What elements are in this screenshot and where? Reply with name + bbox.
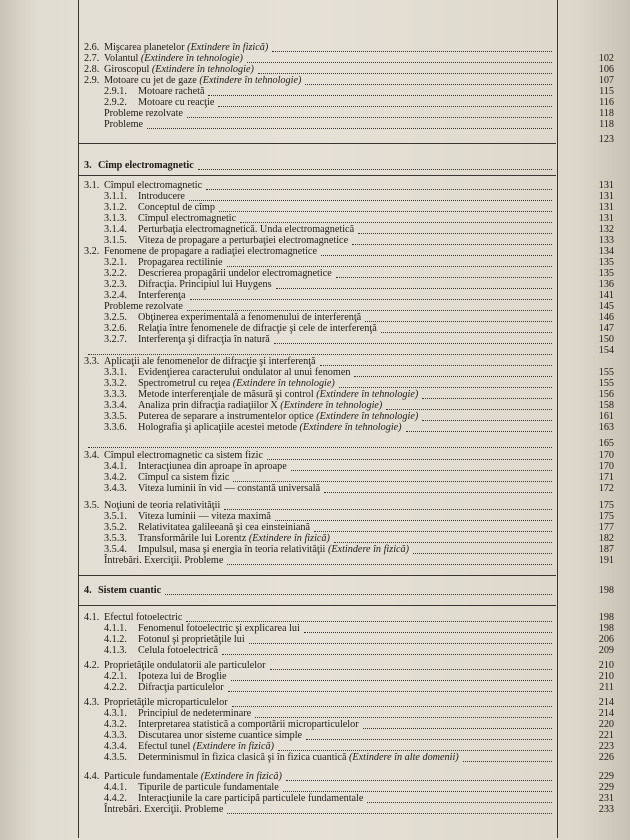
toc-dot-leader (88, 143, 552, 144)
toc-entry-number: 4.3.1. (104, 708, 127, 719)
toc-dot-leader (267, 459, 552, 460)
toc-entry-title: Viteza de propagare a perturbaţiei electromagnetice (138, 235, 349, 246)
toc-page-number: 131 (598, 191, 614, 202)
toc-entry-title: Cîmp electromagnetic (98, 160, 194, 171)
toc-page-number: 170 (598, 461, 614, 472)
toc-dot-leader (227, 266, 552, 267)
toc-dot-leader (147, 128, 552, 129)
toc-page-number: 156 (598, 389, 614, 400)
toc-dot-leader (227, 564, 552, 565)
toc-entry-extension-note: (Extindere în fizică) (187, 42, 269, 53)
toc-dot-leader (381, 332, 552, 333)
toc-entry-number: 3. (84, 160, 92, 171)
toc-entry-title: Ipoteza lui de Broglie (138, 671, 227, 682)
toc-dot-leader (165, 594, 552, 595)
toc-dot-leader (231, 680, 552, 681)
toc-page-number: 191 (598, 555, 614, 566)
toc-page-number: 198 (598, 585, 614, 596)
toc-page-number: 141 (598, 290, 614, 301)
toc-entry-title: Probleme (104, 119, 144, 130)
toc-entry-title: Proprietăţile ondulatorii ale particulelor (104, 660, 266, 671)
toc-page-number: 161 (598, 411, 614, 422)
toc-page-number: 220 (598, 719, 614, 730)
toc-entry-title: Principiul de nedeterminare (138, 708, 252, 719)
toc-page-number: 131 (598, 213, 614, 224)
toc-entry-number: 3.2.6. (104, 323, 127, 334)
toc-entry-number: 4.4.2. (104, 793, 127, 804)
toc-entry (104, 682, 224, 694)
toc-entry-number: 4.2.2. (104, 682, 127, 693)
toc-page-number: 102 (598, 53, 614, 64)
toc-dot-leader (336, 277, 552, 278)
toc-entry-title: Introducere (138, 191, 185, 202)
toc-dot-leader (352, 244, 552, 245)
toc-entry-title: Giroscopul (104, 64, 150, 75)
toc-entry-number: 3.1.3. (104, 213, 127, 224)
toc-dot-leader (88, 447, 552, 448)
toc-dot-leader (422, 420, 552, 421)
toc-entry-title: Interpretarea statistică a comportării microparticulelor (138, 719, 359, 730)
toc-dot-leader (190, 299, 552, 300)
toc-dot-leader (274, 343, 552, 344)
toc-entry-extension-note: (Extindere în fizică) (248, 533, 330, 544)
toc-entry-number: 3.3.4. (104, 400, 127, 411)
toc-entry-extension-note: (Extindere în fizică) (200, 771, 282, 782)
toc-entry-title: Obţinerea experimentală a fenomenului de interferenţă (138, 312, 362, 323)
toc-page-number: 231 (598, 793, 614, 804)
toc-page-number: 163 (598, 422, 614, 433)
toc-dot-leader (240, 222, 552, 223)
toc-entry-number: 4. (84, 585, 92, 596)
toc-entry-title: Cîmpul ca sistem fizic (138, 472, 230, 483)
toc-entry-number: 3.1. (84, 180, 100, 191)
toc-entry-number: 2.6. (84, 42, 100, 53)
toc-entry-title: Difracţia particulelor (138, 682, 224, 693)
toc-entry-number: 4.1.2. (104, 634, 127, 645)
toc-entry-title: Descrierea propagării undelor electromagnetice (138, 268, 332, 279)
toc-entry-number: 3.2. (84, 246, 100, 257)
toc-entry-number: 2.9.2. (104, 97, 127, 108)
toc-dot-leader (363, 728, 552, 729)
toc-dot-leader (321, 255, 552, 256)
toc-entry-title: Impulsul, masa şi energia în teoria relativităţii (138, 544, 326, 555)
toc-dot-leader (249, 643, 552, 644)
toc-page-number: 214 (598, 708, 614, 719)
toc-entry-number: 3.5.3. (104, 533, 127, 544)
toc-entry-title: Celula fotoelectrică (138, 645, 219, 656)
toc-entry-number: 3.5.1. (104, 511, 127, 522)
toc-entry-title: Interacţiunile la care participă particulele fundamentale (138, 793, 364, 804)
toc-dot-leader (270, 669, 552, 670)
toc-entry-number: 4.1.3. (104, 645, 127, 656)
toc-dot-leader (422, 398, 552, 399)
toc-entry-number: 4.4. (84, 771, 100, 782)
toc-dot-leader (228, 691, 552, 692)
toc-page-number: 134 (598, 246, 614, 257)
toc-page-number: 171 (598, 472, 614, 483)
toc-dot-leader (258, 73, 552, 74)
toc-entry-number: 4.3.5. (104, 752, 127, 763)
toc-dot-leader (291, 470, 552, 471)
toc-entry-title: Efectul tunel (138, 741, 191, 752)
toc-page-number: 146 (598, 312, 614, 323)
toc-entry-title: Sistem cuantic (98, 585, 162, 596)
toc-page-number: 106 (598, 64, 614, 75)
toc-dot-leader (367, 802, 552, 803)
toc-entry-number: 3.3.6. (104, 422, 127, 433)
toc-entry (104, 334, 270, 346)
toc-dot-leader (306, 739, 552, 740)
toc-dot-leader (354, 376, 552, 377)
toc-entry-number: 3.5.4. (104, 544, 127, 555)
toc-dot-leader (324, 492, 552, 493)
toc-entry-title: Perturbaţia electromagnetică. Unda electromagnetică (138, 224, 355, 235)
toc-entry (104, 804, 223, 816)
toc-dot-leader (189, 200, 552, 201)
toc-entry (84, 160, 194, 172)
toc-dot-leader (186, 621, 552, 622)
toc-page-number: 115 (599, 86, 614, 97)
toc-entry-title: Analiza prin difracţia radiaţiilor X (138, 400, 278, 411)
toc-entry-extension-note: (Extindere în tehnologie) (151, 64, 254, 75)
toc-page-number: 233 (598, 804, 614, 815)
toc-entry-number: 3.3. (84, 356, 100, 367)
toc-dot-leader (232, 706, 552, 707)
toc-entry-number: 3.1.2. (104, 202, 127, 213)
toc-page-number: 155 (598, 367, 614, 378)
toc-entry-title: Conceptul de cîmp (138, 202, 215, 213)
toc-entry-title: Propagarea rectilinie (138, 257, 223, 268)
toc-entry-extension-note: (Extindere în tehnologie) (316, 389, 419, 400)
toc-page-number: 229 (598, 782, 614, 793)
toc-dot-leader (275, 520, 552, 521)
toc-entry-number: 3.1.1. (104, 191, 127, 202)
toc-entry-title: Motoare cu jet de gaze (104, 75, 197, 86)
toc-entry-number: 3.5. (84, 500, 100, 511)
toc-dot-leader (358, 233, 552, 234)
toc-page-number: 223 (598, 741, 614, 752)
toc-page-number: 132 (598, 224, 614, 235)
toc-page-number: 165 (598, 438, 614, 449)
toc-dot-leader (283, 791, 552, 792)
toc-entry-extension-note: (Extindere în tehnologie) (140, 53, 243, 64)
toc-entry-number: 4.3. (84, 697, 100, 708)
toc-page-number: 116 (599, 97, 614, 108)
toc-entry-title: Cîmpul electromagnetic (138, 213, 237, 224)
toc-entry-title: Metode interferenţiale de măsură şi control (138, 389, 314, 400)
toc-entry-number: 2.7. (84, 53, 100, 64)
toc-entry-extension-note: (Extindere în tehnologie) (199, 75, 302, 86)
toc-entry-title: Întrebări. Exerciţii. Probleme (104, 804, 224, 815)
toc-entry-title: Particule fundamentale (104, 771, 199, 782)
toc-entry-title: Fotonul şi proprietăţile lui (138, 634, 245, 645)
toc-entry-title: Aplicaţii ale fenomenelor de difracţie şi interferenţă (104, 356, 316, 367)
toc-entry-title: Interacţiunea din aproape în aproape (138, 461, 287, 472)
toc-dot-leader (222, 654, 552, 655)
toc-entry-extension-note: (Extindere în fizică) (192, 741, 274, 752)
toc-dot-leader (314, 531, 552, 532)
toc-dot-leader (198, 169, 552, 170)
toc-page-number: 210 (598, 660, 614, 671)
toc-entry-number: 4.3.3. (104, 730, 127, 741)
toc-dot-leader (233, 481, 552, 482)
toc-page-number: 221 (598, 730, 614, 741)
toc-dot-leader (88, 354, 552, 355)
toc-entry-number: 3.2.1. (104, 257, 127, 268)
toc-dot-leader (386, 409, 552, 410)
toc-page-number: 206 (598, 634, 614, 645)
toc-entry (104, 752, 459, 764)
toc-entry-number: 4.2. (84, 660, 100, 671)
toc-entry-title: Determinismul în fizica clasică şi în fizica cuantică (138, 752, 347, 763)
toc-page-number: 170 (598, 450, 614, 461)
toc-entry-title: Holografia şi aplicaţiile acestei metode (138, 422, 297, 433)
toc-entry-title: Evidenţierea caracterului ondulator al unui fenomen (138, 367, 351, 378)
toc-page-number: 136 (598, 279, 614, 290)
toc-page-number: 154 (598, 345, 614, 356)
toc-dot-leader (208, 95, 552, 96)
toc-entry-number: 3.1.5. (104, 235, 127, 246)
toc-dot-leader (247, 62, 552, 63)
toc-entry-title: Efectul fotoelectric (104, 612, 183, 623)
toc-entry-number: 3.3.5. (104, 411, 127, 422)
toc-entry (104, 422, 402, 434)
toc-entry-number: 3.2.3. (104, 279, 127, 290)
toc-page-number: 155 (598, 378, 614, 389)
toc-entry-title: Viteza luminii în vid — constantă universală (138, 483, 321, 494)
toc-entry-number: 3.4.1. (104, 461, 127, 472)
toc-entry-number: 3.1.4. (104, 224, 127, 235)
toc-entry-number: 4.4.1. (104, 782, 127, 793)
toc-page-number: 131 (598, 180, 614, 191)
toc-entry-title: Mişcarea planetelor (104, 42, 185, 53)
toc-entry-title: Puterea de separare a instrumentelor optice (138, 411, 314, 422)
toc-entry-title: Întrebări. Exerciţii. Probleme (104, 555, 224, 566)
toc-dot-leader (320, 365, 552, 366)
toc-page-number: 135 (598, 268, 614, 279)
toc-dot-leader (272, 51, 552, 52)
toc-dot-leader (339, 387, 552, 388)
toc-page-number: 118 (599, 119, 614, 130)
toc-entry-number: 2.8. (84, 64, 100, 75)
toc-entry-title: Viteza luminii — viteza maximă (138, 511, 271, 522)
toc-entry-number: 3.2.5. (104, 312, 127, 323)
toc-entry-extension-note: (Extindere în tehnologie) (299, 422, 402, 433)
toc-page-number: 187 (598, 544, 614, 555)
toc-entry-number: 3.3.2. (104, 378, 127, 389)
toc-page-number: 226 (598, 752, 614, 763)
toc-page-number: 210 (598, 671, 614, 682)
toc-entry-title: Relativitatea galileeană şi cea einsteiniană (138, 522, 310, 533)
toc-dot-leader (305, 84, 552, 85)
toc-entry (104, 483, 320, 495)
toc-dot-leader (413, 553, 552, 554)
toc-dot-leader (255, 717, 552, 718)
toc-entry (104, 119, 143, 131)
toc-entry-number: 3.5.2. (104, 522, 127, 533)
toc-page-number: 214 (598, 697, 614, 708)
toc-entry-title: Fenomene de propagare a radiaţiei electromagnetice (104, 246, 317, 257)
toc-page-number: 118 (599, 108, 614, 119)
toc-entry-title: Cîmpul electromagnetic ca sistem fizic (104, 450, 263, 461)
toc-entry-title: Motoare rachetă (138, 86, 205, 97)
toc-dot-leader (187, 310, 552, 311)
toc-entry-number: 3.2.2. (104, 268, 127, 279)
toc-page-number: 131 (598, 202, 614, 213)
toc-page-number: 177 (598, 522, 614, 533)
toc-page-number: 198 (598, 612, 614, 623)
toc-page-number: 145 (598, 301, 614, 312)
toc-entry-title: Cîmpul electromagnetic (104, 180, 203, 191)
toc-entry-title: Fenomenul fotoelectric şi explicarea lui (138, 623, 300, 634)
toc-entry-number: 3.2.4. (104, 290, 127, 301)
toc-entry-number: 4.2.1. (104, 671, 127, 682)
toc-page-number: 229 (598, 771, 614, 782)
toc-dot-leader (304, 632, 552, 633)
toc-entry-extension-note: (Extindere în alte domenii) (349, 752, 459, 763)
toc-dot-leader (334, 542, 552, 543)
toc-page-number: 182 (598, 533, 614, 544)
toc-entry-title: Noţiuni de teoria relativităţii (104, 500, 221, 511)
toc-page-number: 158 (598, 400, 614, 411)
toc-entry-title: Probleme rezolvate (104, 108, 183, 119)
toc-entry-number: 2.9.1. (104, 86, 127, 97)
toc-entry-title: Difracţia. Principiul lui Huygens (138, 279, 272, 290)
toc-entry-number: 3.4. (84, 450, 100, 461)
toc-entry-number: 4.3.4. (104, 741, 127, 752)
toc-entry-number: 2.9. (84, 75, 100, 86)
toc-entry-extension-note: (Extindere în tehnologie) (280, 400, 383, 411)
toc-entry-title: Transformările lui Lorentz (138, 533, 247, 544)
toc-entry-title: Interferenţa şi difracţia în natură (138, 334, 270, 345)
toc-dot-leader (406, 431, 552, 432)
toc-entry (104, 645, 218, 657)
toc-entry-number: 3.4.3. (104, 483, 127, 494)
toc-dot-leader (187, 117, 552, 118)
toc-entry-number: 3.4.2. (104, 472, 127, 483)
toc-entry-title: Interferenţa (138, 290, 186, 301)
toc-entry-number: 3.2.7. (104, 334, 127, 345)
toc-dot-leader (276, 288, 552, 289)
toc-page-number: 123 (598, 134, 614, 145)
toc-dot-leader (219, 211, 552, 212)
toc-entry-title: Discutarea unor sisteme cuantice simple (138, 730, 303, 741)
toc-dot-leader (463, 761, 552, 762)
toc-page-number: 147 (598, 323, 614, 334)
toc-dot-leader (218, 106, 552, 107)
toc-dot-leader (227, 813, 552, 814)
toc-page-number: 198 (598, 623, 614, 634)
toc-entry-title: Proprietăţile microparticulelor (104, 697, 228, 708)
toc-page-number: 172 (598, 483, 614, 494)
toc-page-number: 175 (598, 500, 614, 511)
toc-entry-title: Volantul (104, 53, 139, 64)
toc-page-number: 150 (598, 334, 614, 345)
toc-page-number: 211 (599, 682, 614, 693)
toc-dot-leader (278, 750, 552, 751)
toc-entry-title: Motoare cu reacţie (138, 97, 215, 108)
toc-page-number: 175 (598, 511, 614, 522)
toc-dot-leader (365, 321, 552, 322)
toc-entry (104, 555, 223, 567)
toc-entry-number: 4.1.1. (104, 623, 127, 634)
toc-entry-number: 3.3.3. (104, 389, 127, 400)
toc-dot-leader (206, 189, 552, 190)
toc-page-number: 107 (598, 75, 614, 86)
toc-page-number: 135 (598, 257, 614, 268)
toc-dot-leader (224, 509, 552, 510)
toc-entry-number: 3.3.1. (104, 367, 127, 378)
toc-dot-leader (286, 780, 552, 781)
toc-entry-number: 4.1. (84, 612, 100, 623)
toc-entry-extension-note: (Extindere în tehnologie) (316, 411, 419, 422)
toc-entry-extension-note: (Extindere în fizică) (327, 544, 410, 555)
toc-entry-number: 4.3.2. (104, 719, 127, 730)
toc-entry (84, 585, 161, 597)
toc-page-number: 209 (598, 645, 614, 656)
toc-entry-title: Tipurile de particule fundamentale (138, 782, 279, 793)
toc-entry-extension-note: (Extindere în tehnologie) (232, 378, 335, 389)
toc-entry-title: Spectrometrul cu reţea (138, 378, 231, 389)
toc-page-number: 133 (598, 235, 614, 246)
toc-entry-title: Relaţia între fenomenele de difracţie şi cele de interferenţă (138, 323, 377, 334)
toc-entry-title: Probleme rezolvate (104, 301, 183, 312)
